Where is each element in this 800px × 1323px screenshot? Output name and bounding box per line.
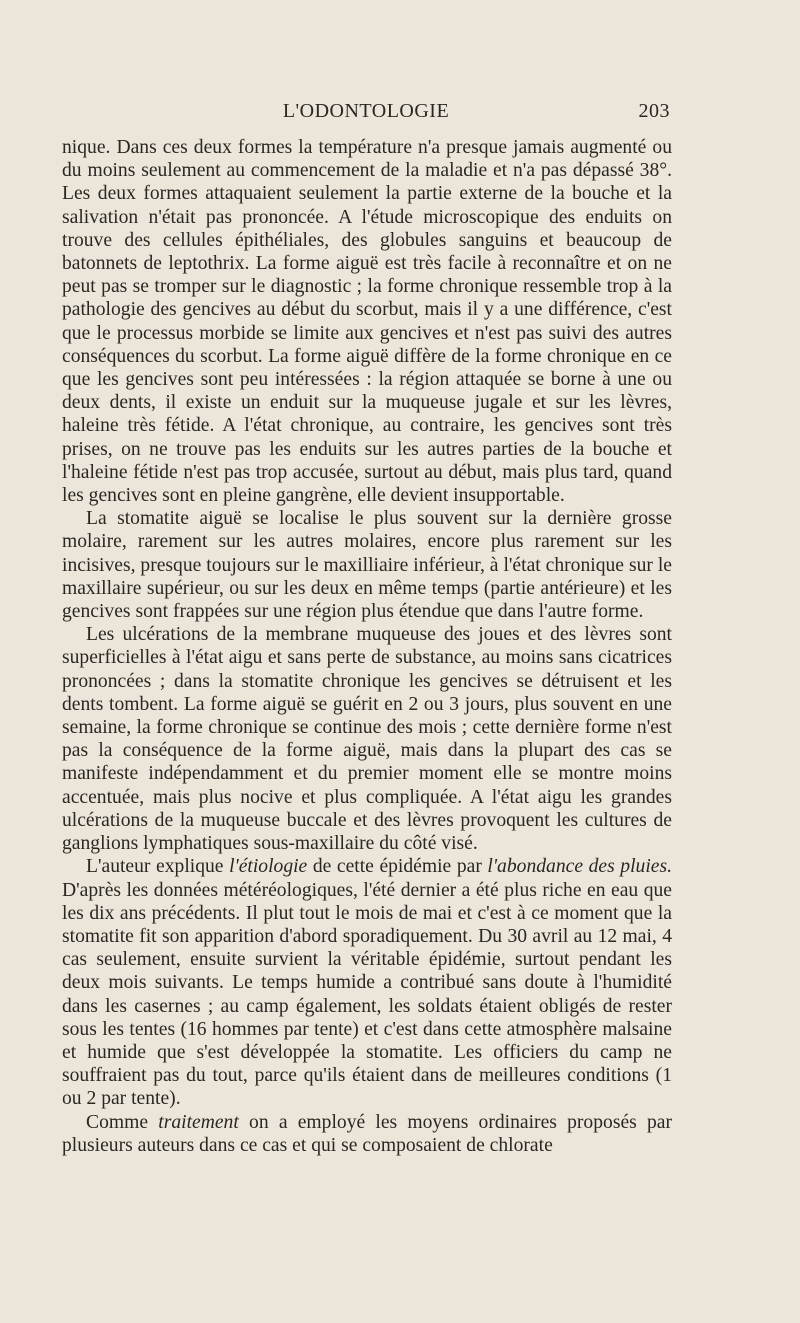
paragraph	[62, 136, 672, 507]
text-run: nique. Dans ces deux formes la température n'a presque jamais augmenté ou du moins seulement au commencement de la maladie et n'a pas dépassé 38°. Les deux formes attaquaient seulement la partie externe de la bouche et la salivation n'était pas prononcée. A l'étude microscopique des enduits on trouve des cellules épithéliales, des globules sanguins et beaucoup de batonnets de leptothrix. La forme aiguë est très facile à reconnaître et on ne peut pas se tromper sur le diagnostic ; la forme chronique ressemble trop à la pathologie des gencives au début du scorbut, mais il y a une différence, c'est que le processus morbide se limite aux gencives et n'est pas suivi des autres conséquences du scorbut. La forme aiguë diffère de la forme chronique en ce que les gencives sont peu intéressées : la région attaquée se borne à une ou deux dents, il existe un enduit sur la muqueuse jugale et sur les lèvres, haleine très fétide. A l'état chronique, au contraire, les gencives sont très prises, on ne trouve pas les enduits sur les autres parties de la bouche et l'haleine fétide n'est pas trop accusée, surtout au début, mais plus tard, quand les gencives sont en pleine gangrène, elle devient insupportable.	[62, 137, 672, 507]
paragraph	[62, 855, 672, 1110]
paragraph	[62, 1111, 672, 1157]
page-number: 203	[638, 100, 670, 122]
paragraph	[62, 507, 672, 623]
running-title: L'ODONTOLOGIE	[282, 100, 450, 122]
text-run: L'auteur explique	[86, 856, 230, 878]
text-run: D'après les données météréologiques, l'été dernier a été plus riche en eau que les dix ans précédents. Il plut tout le mois de mai et c'est à ce moment que la stomatite fit son apparition d'abord sporadiquement. Du 30 avril au 12 mai, 4 cas seulement, ensuite survient la véritable épidémie, surtout pendant les deux mois suivants. Le temps humide a contribué sans doute à l'humidité dans les casernes ; au camp également, les soldats étaient obligés de rester sous les tentes (16 hommes par tente) et c'est dans cette atmosphère malsaine et humide que s'est développée la stomatite. Les officiers du camp ne souffraient pas du tout, parce qu'ils étaient dans de meilleures conditions (1 ou 2 par tente).	[62, 879, 672, 1110]
italic-text: l'étiologie	[229, 856, 308, 878]
text-run: de cette épidémie par	[307, 856, 488, 878]
text-run: La stomatite aiguë se localise le plus souvent sur la dernière grosse molaire, rarement sur les autres molaires, encore plus rarement sur les incisives, presque toujours sur le maxilliaire inférieur, à l'état chronique sur le maxillaire supérieur, ou sur les deux en même temps (partie antérieure) et les gencives sont frappées sur une région plus étendue que dans l'autre forme.	[62, 508, 672, 623]
text-run: Comme	[86, 1111, 159, 1133]
text-run: Les ulcérations de la membrane muqueuse des joues et des lèvres sont superficielles à l'état aigu et sans perte de substance, au moins sans cicatrices prononcées ; dans la stomatite chronique les gencives se détruisent et les dents tombent. La forme aiguë se guérit en 2 ou 3 jours, plus souvent en une semaine, la forme chronique se continue des mois ; cette dernière forme n'est pas la conséquence de la forme aiguë, mais dans la plupart des cas se manifeste indépendamment et du premier moment elle se montre moins accentuée, mais plus nocive et plus compliquée. A l'état aigu les grandes ulcérations de la muqueuse buccale et des lèvres provoquent les cultures de ganglions lymphatiques sous-maxillaire du côté visé.	[62, 624, 672, 855]
body-text	[62, 136, 672, 1157]
text-run: on a employé les moyens ordinaires proposés par plusieurs auteurs dans ce cas et qui se composaient de chlorate	[62, 1111, 672, 1156]
italic-text: traitement	[158, 1111, 239, 1133]
paragraph	[62, 623, 672, 855]
page-header	[62, 100, 670, 130]
italic-text: l'abondance des pluies.	[487, 856, 672, 878]
